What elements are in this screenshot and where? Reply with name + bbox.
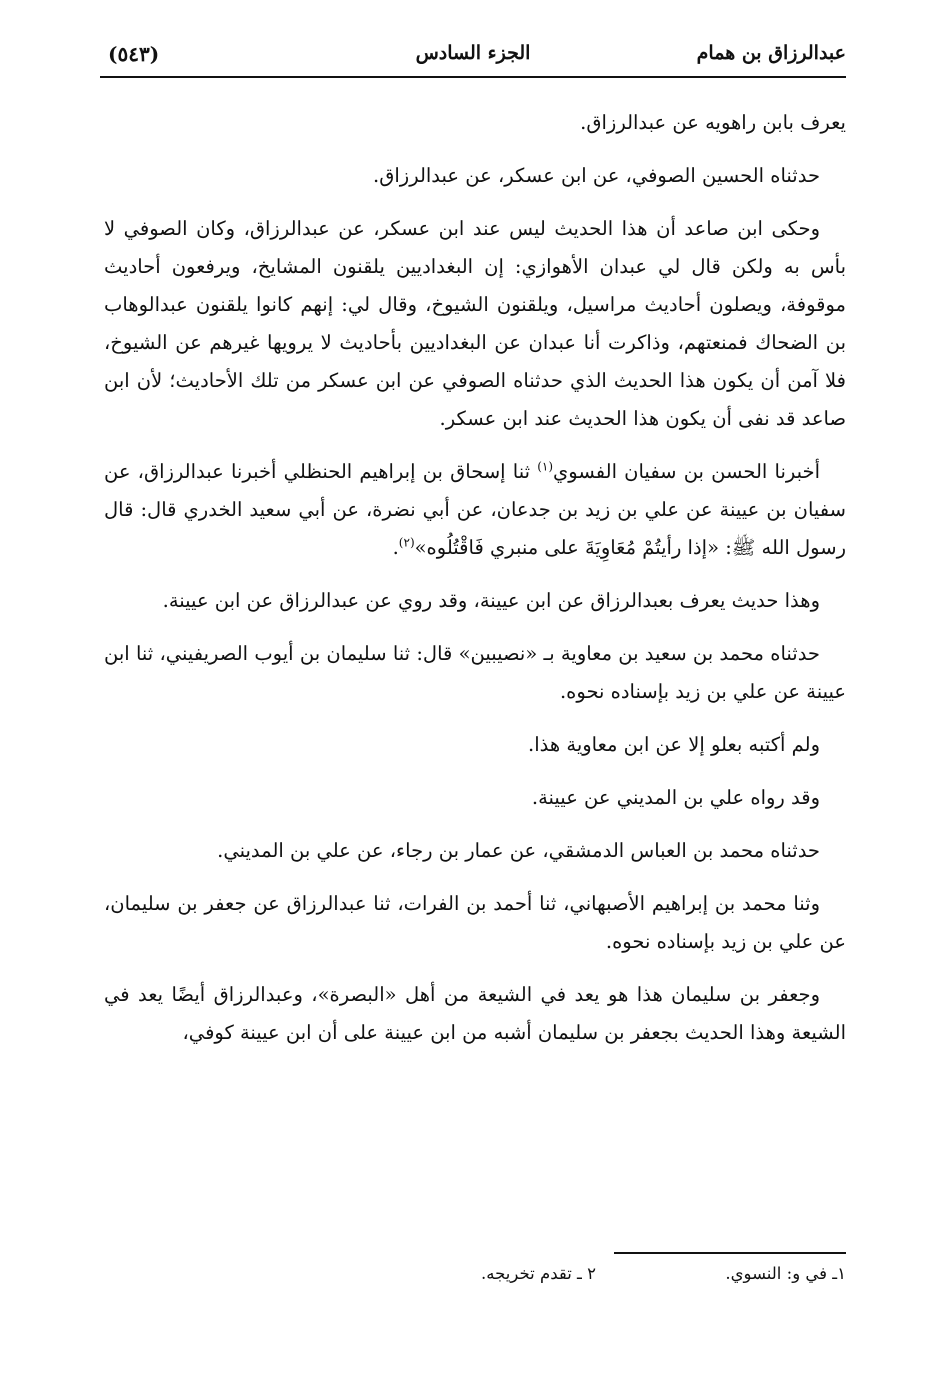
- paragraph-10: وثنا محمد بن إبراهيم الأصبهاني، ثنا أحمد بن الفرات، ثنا عبدالرزاق عن جعفر بن سليمان، عن علي بن زيد بإسناده نحوه.: [104, 892, 846, 953]
- hadith-text-2: ثنا إسحاق بن إبراهيم الحنظلي أخبرنا عبدالرزاق، عن سفيان بن عيينة عن علي بن زيد بن جدعان، عن أبي نضرة، عن أبي سعيد الخدري قال: قال رسول الله ﷺ: «إذا رأيتُمْ مُعَاوِيَةَ على منبري فَاقْتُلُوه»: [104, 460, 846, 559]
- header-volume-title: الجزء السادس: [415, 42, 531, 64]
- hadith-text-1: أخبرنا الحسن بن سفيان الفسوي: [553, 460, 821, 483]
- paragraph-5: وهذا حديث يعرف بعبدالرزاق عن ابن عيينة، وقد روي عن عبدالرزاق عن ابن عيينة.: [162, 589, 820, 612]
- paragraph-1: يعرف بابن راهويه عن عبدالرزاق.: [580, 111, 846, 134]
- hadith-text-3: .: [392, 536, 399, 559]
- footnote-ref-2: (٢): [398, 535, 415, 550]
- paragraph-11: وجعفر بن سليمان هذا هو يعد في الشيعة من أهل «البصرة»، وعبدالرزاق أيضًا يعد في الشيعة وهذا الحديث بجعفر بن سليمان أشبه من ابن عيينة على أن ابن عيينة كوفي،: [104, 983, 846, 1044]
- running-header: [100, 38, 846, 72]
- footnote-1: ١ـ في و: النسوي.: [725, 1264, 846, 1283]
- paragraph-3: وحكى ابن صاعد أن هذا الحديث ليس عند ابن عسكر، عن عبدالرزاق، وكان الصوفي لا بأس به ولكن قال لي عبدان الأهوازي: إن البغداديين يلقنون المشايخ، ويرفعون أحاديث موقوفة، ويصلون أحاديث مراسيل، ويلقنون الشيوخ، وقال لي: إنهم كانوا يلقنون عبدالوهاب بن الضحاك فمنعتهم، وذاكرت أنا عبدان عن البغداديين بأحاديث لا يرويها غيرهم عن الشيوخ، فلا آمن أن يكون هذا الحديث الذي حدثناه الصوفي عن ابن عسكر من تلك الأحاديث؛ لأن ابن صاعد قد نفى أن يكون هذا الحديث عند ابن عسكر.: [104, 217, 846, 430]
- footnote-ref-1: (١): [537, 459, 554, 474]
- paragraph-8: وقد رواه علي بن المديني عن عيينة.: [531, 786, 820, 809]
- footnote-divider: [614, 1252, 846, 1254]
- paragraph-2: حدثناه الحسين الصوفي، عن ابن عسكر، عن عبدالرزاق.: [373, 164, 820, 187]
- paragraph-9: حدثناه محمد بن العباس الدمشقي، عن عمار بن رجاء، عن علي بن المديني.: [217, 839, 820, 862]
- paragraph-6: حدثناه محمد بن سعيد بن معاوية بـ «نصيبين» قال: ثنا سليمان بن أيوب الصريفيني، ثنا ابن عيينة عن علي بن زيد بإسناده نحوه.: [104, 642, 846, 703]
- paragraph-7: ولم أكتبه بعلو إلا عن ابن معاوية هذا.: [528, 733, 820, 756]
- page-number: (٥٤٣): [108, 42, 160, 66]
- header-divider: [100, 76, 846, 78]
- hadith-paragraph: [104, 453, 846, 567]
- footnote-2: ٢ ـ تقدم تخريجه.: [481, 1264, 596, 1283]
- header-author-name: عبدالرزاق بن همام: [696, 42, 846, 64]
- main-text: [104, 104, 846, 1067]
